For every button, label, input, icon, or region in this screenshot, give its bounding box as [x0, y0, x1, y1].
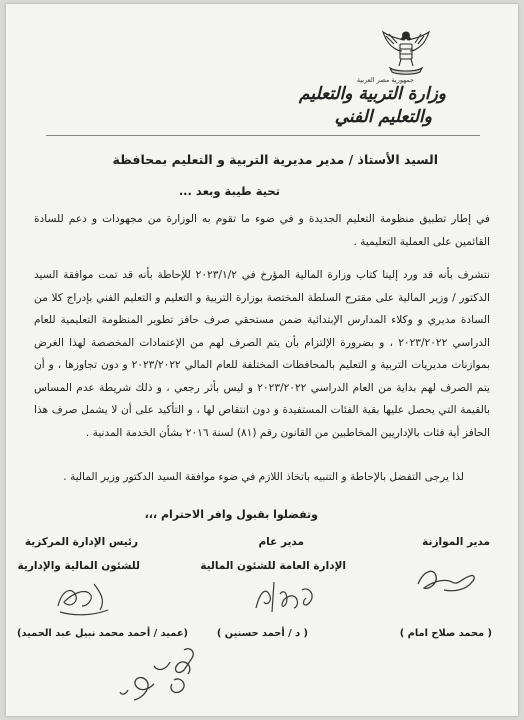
country-name: جمهورية مصر العربية — [356, 76, 414, 84]
document-page — [6, 4, 518, 716]
paragraph-3: لذا يرجى التفضل بالإحاطة و التنبيه باتخاذ اللازم في ضوء موافقة السيد الدكتور وزير المالية . — [63, 471, 464, 483]
closing-line: وتفضلوا بقبول وافر الاحترام ،،، — [144, 508, 318, 521]
signature-scribble-left — [50, 576, 116, 620]
signature-name-left: (عميد / أحمد محمد نبيل عبد الحميد) — [16, 628, 188, 639]
signature-scribble-middle — [250, 572, 322, 620]
signature-title-budget-manager: مدير الموازنة — [422, 536, 490, 548]
paragraph-1: في إطار تطبيق منظومة التعليم الجديدة و في ضوء ما تقوم به الوزارة من مجهودات و دعم للسادة القائمين على العملية التعليمية . — [34, 213, 490, 248]
ministry-name-line2: والتعليم الفني — [334, 107, 432, 127]
signature-scribble-right — [414, 564, 478, 598]
ministry-name-line1: وزارة التربية والتعليم — [299, 84, 446, 104]
addressee-line: السيد الأستاذ / مدير مديرية التربية و التعليم بمحافظة — [112, 152, 438, 167]
handwritten-note-scribble — [114, 640, 210, 708]
signature-title-central-admin: رئيس الإدارة المركزية — [24, 536, 138, 548]
signature-title-general-manager: مدير عام — [258, 536, 304, 548]
egypt-eagle-emblem — [380, 26, 432, 76]
signature-title-finance-dept: الإدارة العامة للشئون المالية — [200, 560, 346, 572]
paragraph-2: نتشرف بأنه قد ورد إلينا كتاب وزارة المالية المؤرخ في ٢٠٢٣/١/٢ للإحاطة بأنه قد تمت موافقة السيد الدكتور / وزير المالية على مقترح السلطة المختصة بوزارة التربية و التعليم و التعليم الفني بإدراج كلا من السادة مديري و وكلاء المدارس الإبتدائية ضمن مستحقي صرف حافز تطوير المنظومة التعليمية للعام الدراسي ٢٠٢٣/٢٠٢٢ ، و بضرورة الإلتزام بأن يتم الصرف لهم من الإعتمادات المخصصة لهذا الغرض بموازنات مديريات التربية و التعليم بالمحافظات المختلفة للعام المالي ٢٠٢٣/٢٠٢٢ و دون تجاوزها ، و أن يتم الصرف لهم بداية من العام الدراسي ٢٠٢٣/٢٠٢٢ و ليس بأثر رجعي ، و ذلك شريطة عدم المساس بالقيمة التي يحصل عليها بقية الفئات المستفيدة و دون انتقاص لها ، و التأكيد على أن لا يشمل صرف هذا الحافز أية فئات بالإداريين المخاطبين من القانون رقم (٨١) لسنة ٢٠١٦ بشأن الخدمة المدنية . — [34, 269, 491, 439]
signature-title-finance-admin: للشئون المالية والإدارية — [17, 560, 140, 572]
signature-name-middle: ( د / أحمد حسنين ) — [216, 628, 308, 639]
header-divider — [46, 135, 480, 136]
greeting-line: تحية طيبة وبعد ... — [178, 184, 280, 198]
signature-name-right: ( محمد صلاح امام ) — [399, 628, 492, 639]
